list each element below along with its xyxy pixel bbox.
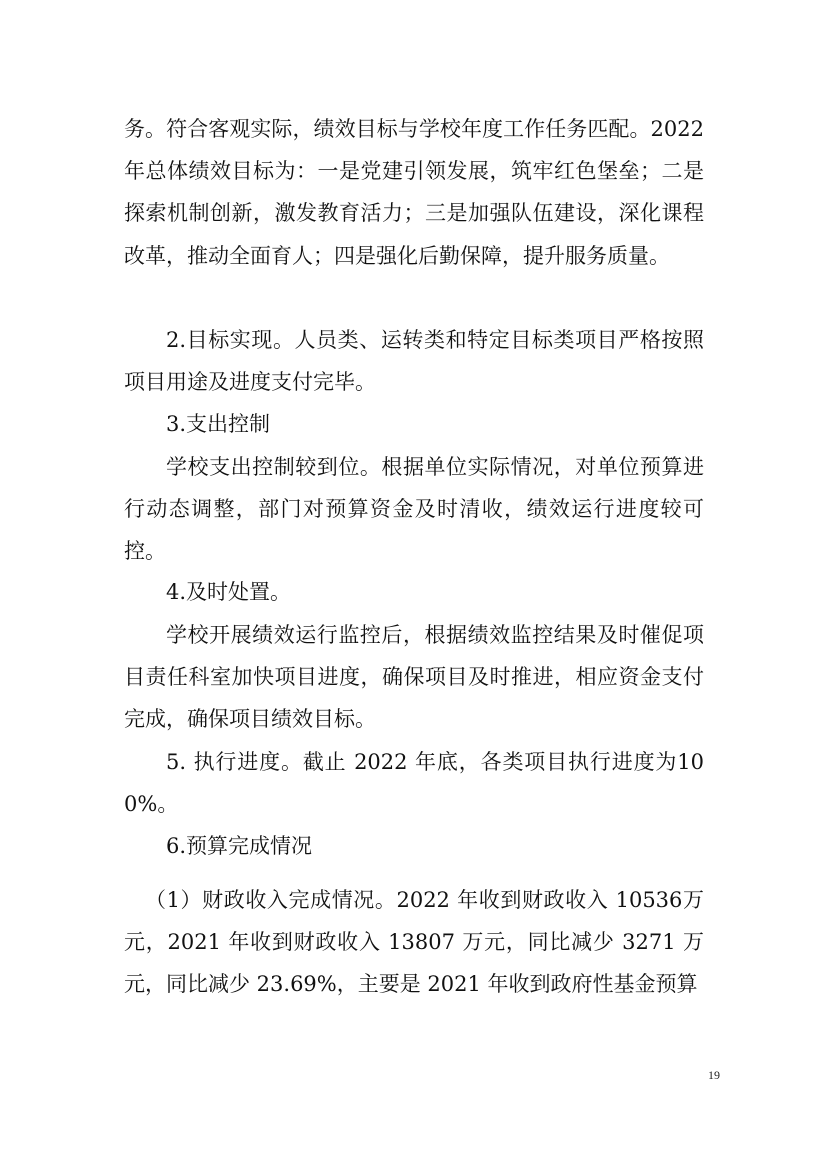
page-number: 19	[708, 1068, 720, 1082]
paragraph-timely-handling: 学校开展绩效运行监控后，根据绩效监控结果及时催促项目责任科室加快项目进度，确保项目及时推进，相应资金支付完成，确保项目绩效目标。	[124, 623, 704, 732]
paragraph-expense-control: 学校支出控制较到位。根据单位实际情况，对单位预算进行动态调整，部门对预算资金及时清收，绩效运行进度较可控。	[124, 455, 704, 564]
paragraph-execution-progress: 5. 执行进度。截止 2022 年底，各类项目执行进度为100%。	[124, 750, 704, 817]
heading-timely-handling: 4.及时处置。	[166, 580, 292, 604]
paragraph-target-achievement: 2.目标实现。人员类、运转类和特定目标类项目严格按照项目用途及进度支付完毕。	[124, 328, 704, 395]
heading-expense-control: 3.支出控制	[166, 412, 271, 436]
paragraph-performance-goals: 务。符合客观实际，绩效目标与学校年度工作任务匹配。2022年总体绩效目标为：一是党建引领发展，筑牢红色堡垒；二是探索机制创新，激发教育活力；三是加强队伍建设，深化课程改革，推动全面育人；四是强化后勤保障，提升服务质量。	[124, 117, 704, 268]
paragraph-fiscal-revenue: （1）财政收入完成情况。2022 年收到财政收入 10536万元，2021 年收到财政收入 13807 万元，同比减少 3271 万元，同比减少 23.69%，主要是 2021 年收到政府性基金预算	[124, 888, 704, 997]
heading-budget-completion: 6.预算完成情况	[166, 834, 313, 858]
